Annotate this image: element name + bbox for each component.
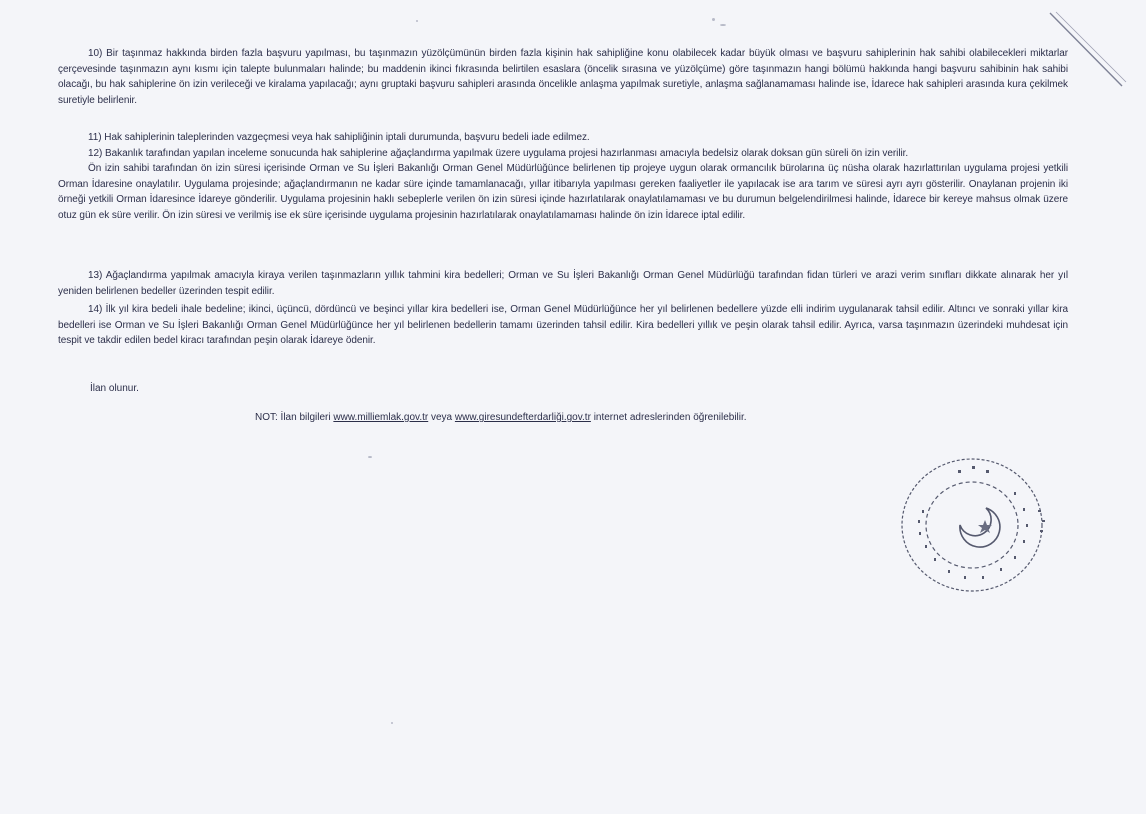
- giresun-defterdarlik-link[interactable]: www.giresundefterdarliği.gov.tr: [454, 412, 591, 423]
- milliemlak-link[interactable]: www.milliemlak.gov.tr: [333, 412, 429, 423]
- scan-speck: [416, 20, 418, 22]
- official-seal-stamp: [892, 450, 1057, 600]
- paragraph-13-text: 13) Ağaçlandırma yapılmak amacıyla kiraya verilen taşınmazların yıllık tahmini kira bedelleri; Orman ve Su İşleri Bakanlığı Orman Genel Müdürlüğü tarafından fidan türleri ve arazi verim sınıfları dikkate alınarak her yıl yeniden belirlenen bedeller üzerinden tespit edilir.: [58, 270, 1068, 297]
- paragraph-12-text: 12) Bakanlık tarafından yapılan inceleme sonucunda hak sahiplerine ağaçlandırma yapılmak üzere uygulama projesi hazırlanması amacıyla bedelsiz olarak doksan gün süreli ön izin verilir.: [88, 147, 909, 159]
- paragraph-13: [58, 268, 1068, 299]
- paragraph-14: [58, 302, 1068, 349]
- paragraph-10-text: 10) Bir taşınmaz hakkında birden fazla başvuru yapılması, bu taşınmazın yüzölçümünün birden fazla kişinin hak sahipliğine konu olabilecek kadar büyük olması ve başvuru sahiplerinin hak sahibi olabilecekleri miktarlar çerçevesinde taşınmazın aynı kısmı için talepte bulunmaları halinde; bu maddenin ikinci fıkrasında belirtilen esaslara (öncelik sırasına ve yüzölçüme) göre taşınmazın hangi bölümü hakkında hangi başvuru sahibinin hak sahibi olacağı, bu hak sahiplerine ön izin verileceği ve kiralama yapılacağı; aynı gruptaki başvuru sahipleri arasında öncelikle anlaşma yapılmak suretiyle, anlaşma sağlanamaması halinde ise, İdarece hak sahipleri arasında kura çekilmek suretiyle belirlenir.: [58, 48, 1068, 106]
- note-middle: veya: [431, 412, 453, 423]
- paragraphs-11-12: [58, 130, 1068, 224]
- scan-speck: [712, 18, 715, 21]
- scan-speck: [391, 722, 393, 724]
- paragraph-14-text: 14) İlk yıl kira bedeli ihale bedeline; ikinci, üçüncü, dördüncü ve beşinci yıllar kira bedelleri ise, Orman Genel Müdürlüğünce her yıl belirlenen bedellere yüzde elli indirim uygulanarak tahsil edilir. Altıncı ve sonraki yıllar kira bedelleri ise Orman ve Su İşleri Bakanlığı Orman Genel Müdürlüğünce her yıl belirlenen bedellerin tamamı üzerinden tahsil edilir. Kira bedelleri yıllık ve peşin olarak tahsil edilir. Ayrıca, varsa taşınmazın üzerindeki muhdesat için tespit ve takdir edilen bedel kiracı tarafından peşin olarak İdareye ödenir.: [58, 304, 1068, 347]
- note-suffix: internet adreslerinden öğrenilebilir.: [593, 412, 747, 423]
- announcement-closing: İlan olunur.: [90, 383, 139, 394]
- note-prefix: NOT: İlan bilgileri: [255, 412, 331, 423]
- note-line: [255, 412, 747, 423]
- scan-speck: [368, 456, 372, 458]
- crescent-star-icon: [960, 508, 1000, 547]
- paragraph-10: [58, 46, 1068, 108]
- scan-speck: [720, 24, 726, 26]
- scan-corner-mark: [1040, 8, 1130, 88]
- paragraph-12-continuation-text: Ön izin sahibi tarafından ön izin süresi içerisinde Orman ve Su İşleri Bakanlığı Orman Genel Müdürlüğünce belirlenen tip projeye uygun olarak ormancılık bürolarına üç nüsha olarak hazırlattırılan uygulama projesi yetkili Orman İdaresine onaylatılır. Uygulama projesinde; ağaçlandırmanın ne kadar süre içinde tamamlanacağı, yıllar itibarıyla yapılması gereken faaliyetler ile yapılacak ise ara tarım ve süresi ayrı ayrı gösterilir. Onaylanan projenin iki örneği yetkili Orman İdaresince İdareye gönderilir. Uygulama projesinin haklı sebeplerle verilen ön izin süresi içinde hazırlatılarak onaylatılamaması ve bu durumun belgelendirilmesi halinde, İdarece bir kereye mahsus olmak üzere otuz gün ek süre verilir. Ön izin süresi ve verilmiş ise ek süre içerisinde uygulama projesinin hazırlatılarak onaylatılamaması halinde ön izin İdarece iptal edilir.: [58, 163, 1068, 221]
- paragraph-11-text: 11) Hak sahiplerinin taleplerinden vazgeçmesi veya hak sahipliğinin iptali durumunda, başvuru bedeli iade edilmez.: [88, 132, 590, 143]
